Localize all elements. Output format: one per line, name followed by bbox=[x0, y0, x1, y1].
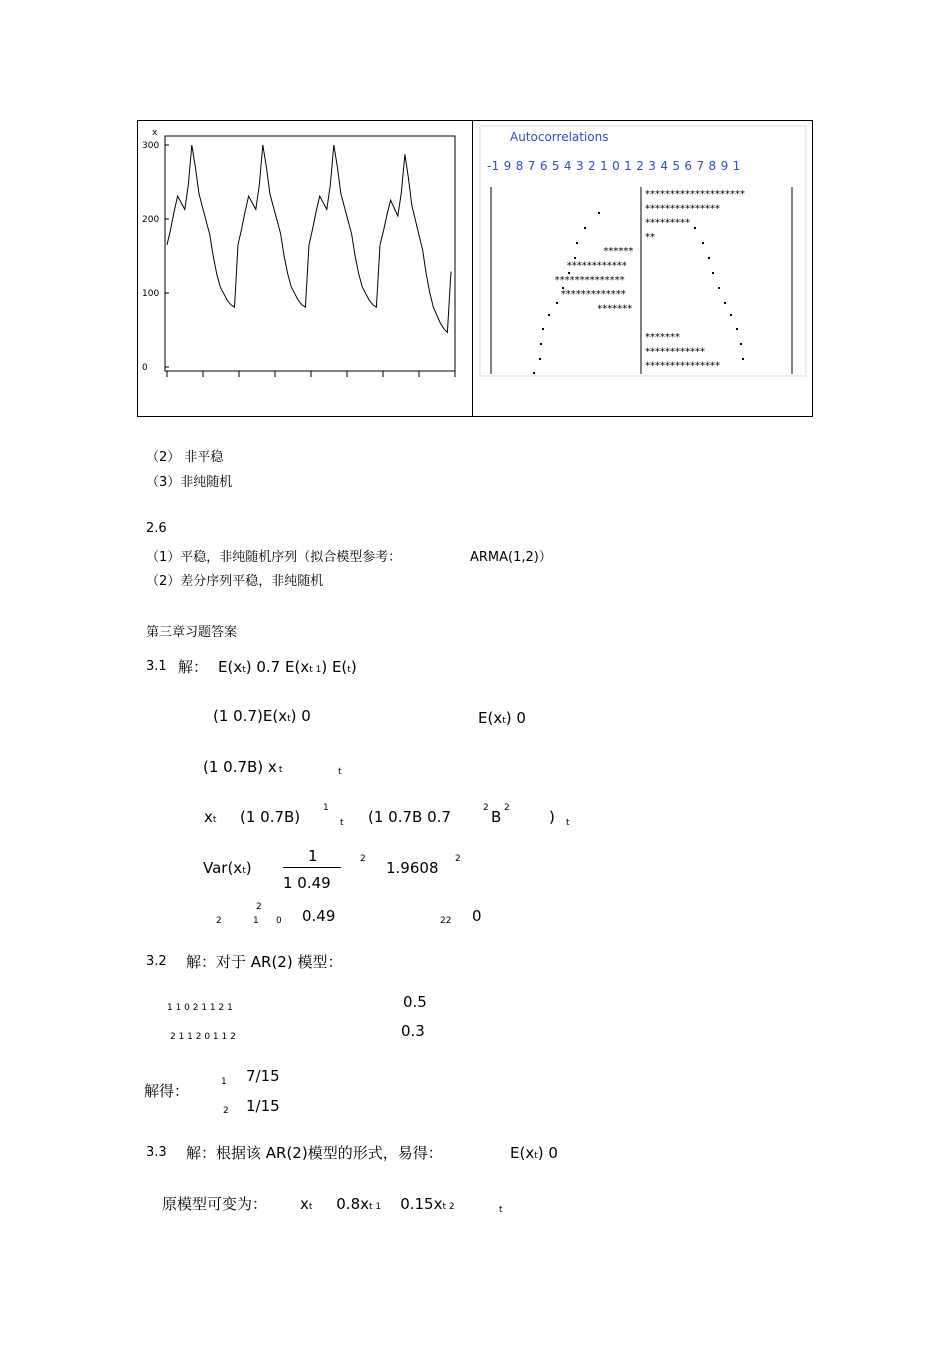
eq-3-1-line4-sup2: 2 bbox=[483, 803, 489, 813]
section-3-2-label: 3.2 bbox=[146, 954, 167, 969]
eq-3-1-var-sup2: 2 bbox=[455, 854, 461, 864]
eq-3-1-line4-sub1: t bbox=[340, 818, 344, 828]
acf-title: Autocorrelations bbox=[510, 130, 609, 144]
acf-bar-positive: ********* bbox=[645, 217, 690, 229]
answer-2-6-1: （1）平稳，非纯随机序列（拟合模型参考： bbox=[146, 550, 402, 565]
acf-panel bbox=[476, 124, 810, 379]
eq-3-2-solution-label: 解得： bbox=[144, 1082, 190, 1100]
figure-divider bbox=[472, 120, 473, 417]
eq-3-2-phi1-sub: 1 bbox=[221, 1077, 227, 1087]
fraction-bar bbox=[283, 867, 341, 868]
eq-3-1-rho-sub0: 0 bbox=[276, 916, 282, 926]
acf-confidence-dot bbox=[718, 287, 720, 289]
section-3-1-solve: 解： bbox=[178, 658, 209, 676]
eq-3-2-phi2-sub: 2 bbox=[223, 1106, 229, 1116]
chart-frame bbox=[165, 136, 455, 371]
eq-3-1-line3: (1 0.7B) x t bbox=[203, 758, 283, 776]
acf-bar-negative: ************* bbox=[560, 289, 626, 301]
eq-3-2-phi1-value: 7/15 bbox=[246, 1067, 280, 1085]
eq-3-1-var-numerator: 1 bbox=[308, 847, 318, 865]
section-3-3-label: 3.3 bbox=[146, 1145, 167, 1160]
eq-3-1-rho-sub: 2 bbox=[216, 916, 222, 926]
eq-3-1-var-denominator: 1 0.49 bbox=[283, 874, 331, 892]
x-ticks bbox=[167, 371, 455, 377]
eq-3-1-rho-sub1: 1 bbox=[253, 916, 259, 926]
acf-confidence-dot bbox=[736, 328, 738, 330]
acf-confidence-dot bbox=[740, 343, 742, 345]
acf-bar-positive: ** bbox=[645, 231, 655, 243]
eq-3-1-phi22-sub: 22 bbox=[440, 916, 452, 926]
acf-confidence-dot bbox=[584, 227, 586, 229]
eq-3-1-line3-sub: t bbox=[338, 767, 342, 777]
acf-confidence-dot bbox=[556, 302, 558, 304]
eq-3-1-var: Var(xt) bbox=[203, 859, 252, 877]
answer-2-6-1-model: ARMA(1,2)） bbox=[470, 550, 552, 565]
y-tick-label: 0 bbox=[142, 363, 148, 373]
answer-2-2: （2） 非平稳 bbox=[146, 450, 224, 465]
acf-confidence-dot bbox=[548, 314, 550, 316]
eq-3-1-line4: xt bbox=[204, 808, 217, 826]
eq-3-1-var-sup1: 2 bbox=[360, 854, 366, 864]
y-tick-label: 300 bbox=[142, 141, 160, 151]
acf-confidence-dot bbox=[576, 242, 578, 244]
acf-bar-negative: ****** bbox=[603, 246, 634, 258]
eq-3-3-model: xt 0.8xt 1 0.15xt 2 bbox=[300, 1195, 455, 1213]
eq-3-2-phi2-value: 1/15 bbox=[246, 1097, 280, 1115]
answer-2-3: （3）非纯随机 bbox=[146, 475, 233, 490]
acf-confidence-dot bbox=[712, 272, 714, 274]
acf-confidence-dot bbox=[540, 343, 542, 345]
acf-confidence-dot bbox=[533, 372, 535, 374]
y-tick-label: 100 bbox=[142, 289, 160, 299]
y-tick-label: 200 bbox=[142, 215, 160, 225]
eq-3-2-row2-subs: 2 1 1 2 0 1 1 2 bbox=[170, 1032, 236, 1042]
eq-3-1-line4-sup1: 1 bbox=[323, 803, 329, 813]
eq-3-2-row1-subs: 1 1 0 2 1 1 2 1 bbox=[167, 1003, 233, 1013]
eq-3-1-line4-expansion: (1 0.7B 0.7 bbox=[368, 808, 451, 826]
acf-confidence-dot bbox=[702, 242, 704, 244]
section-3-3-title: 解：根据该 AR(2)模型的形式，易得： bbox=[186, 1144, 443, 1162]
series-line bbox=[167, 145, 451, 332]
acf-confidence-dot bbox=[598, 212, 600, 214]
acf-confidence-dot bbox=[724, 302, 726, 304]
acf-bar-positive: ******************** bbox=[645, 189, 745, 200]
acf-bar-positive: *************** bbox=[645, 203, 720, 215]
acf-bar-positive: *************** bbox=[645, 360, 720, 372]
y-axis-label: x bbox=[152, 128, 158, 138]
eq-3-2-row1-value: 0.5 bbox=[403, 993, 427, 1011]
section-3-1-label: 3.1 bbox=[146, 659, 167, 674]
acf-bar-negative: ******* bbox=[597, 303, 633, 315]
chapter-3-heading: 第三章习题答案 bbox=[146, 625, 238, 640]
eq-3-1-line1: E(xt) 0.7 E(xt 1) E(t) bbox=[218, 658, 357, 676]
eq-3-3-mean: E(xt) 0 bbox=[510, 1144, 558, 1162]
acf-bar-negative: ************** bbox=[554, 274, 625, 286]
eq-3-1-line4-B: B bbox=[491, 808, 502, 826]
eq-3-1-line4-sub2: t bbox=[566, 818, 570, 828]
answer-2-6-2: （2）差分序列平稳，非纯随机 bbox=[146, 574, 324, 589]
acf-confidence-dot bbox=[539, 358, 541, 360]
acf-scale: -1 9 8 7 6 5 4 3 2 1 0 1 2 3 4 5 6 7 8 9 1 bbox=[487, 159, 741, 173]
acf-confidence-dot bbox=[708, 257, 710, 259]
acf-bar-negative: ************ bbox=[566, 260, 627, 272]
eq-3-1-line4-inverse: (1 0.7B) bbox=[240, 808, 301, 826]
acf-confidence-dot bbox=[742, 358, 744, 360]
eq-3-1-line2: (1 0.7)E(xt) 0 bbox=[213, 707, 311, 725]
eq-3-1-rho-value: 0.49 bbox=[302, 907, 336, 925]
eq-3-1-rho-sup: 2 bbox=[256, 902, 262, 912]
eq-3-3-eps-sub: t bbox=[499, 1205, 503, 1215]
eq-3-1-var-value: 1.9608 bbox=[386, 859, 439, 877]
eq-3-3-orig-label: 原模型可变为： bbox=[162, 1195, 268, 1213]
eq-3-1-line4-close: ) bbox=[549, 808, 555, 826]
eq-3-1-line4-sup3: 2 bbox=[504, 803, 510, 813]
time-series-chart bbox=[140, 124, 470, 384]
section-3-2-title: 解：对于 AR(2) 模型： bbox=[186, 953, 343, 971]
acf-confidence-dot bbox=[542, 328, 544, 330]
acf-bars bbox=[555, 189, 745, 372]
acf-bar-positive: ************ bbox=[645, 346, 705, 358]
acf-confidence-dot bbox=[568, 272, 570, 274]
acf-confidence-dot bbox=[730, 314, 732, 316]
acf-confidence-dot bbox=[562, 287, 564, 289]
eq-3-1-phi22-value: 0 bbox=[472, 907, 482, 925]
eq-3-1-line2-result: E(xt) 0 bbox=[478, 709, 526, 727]
section-2-6: 2.6 bbox=[146, 521, 167, 536]
acf-bar-positive: ******* bbox=[645, 332, 680, 343]
acf-confidence-dot bbox=[574, 257, 576, 259]
eq-3-2-row2-value: 0.3 bbox=[401, 1022, 425, 1040]
acf-confidence-dot bbox=[694, 227, 696, 229]
